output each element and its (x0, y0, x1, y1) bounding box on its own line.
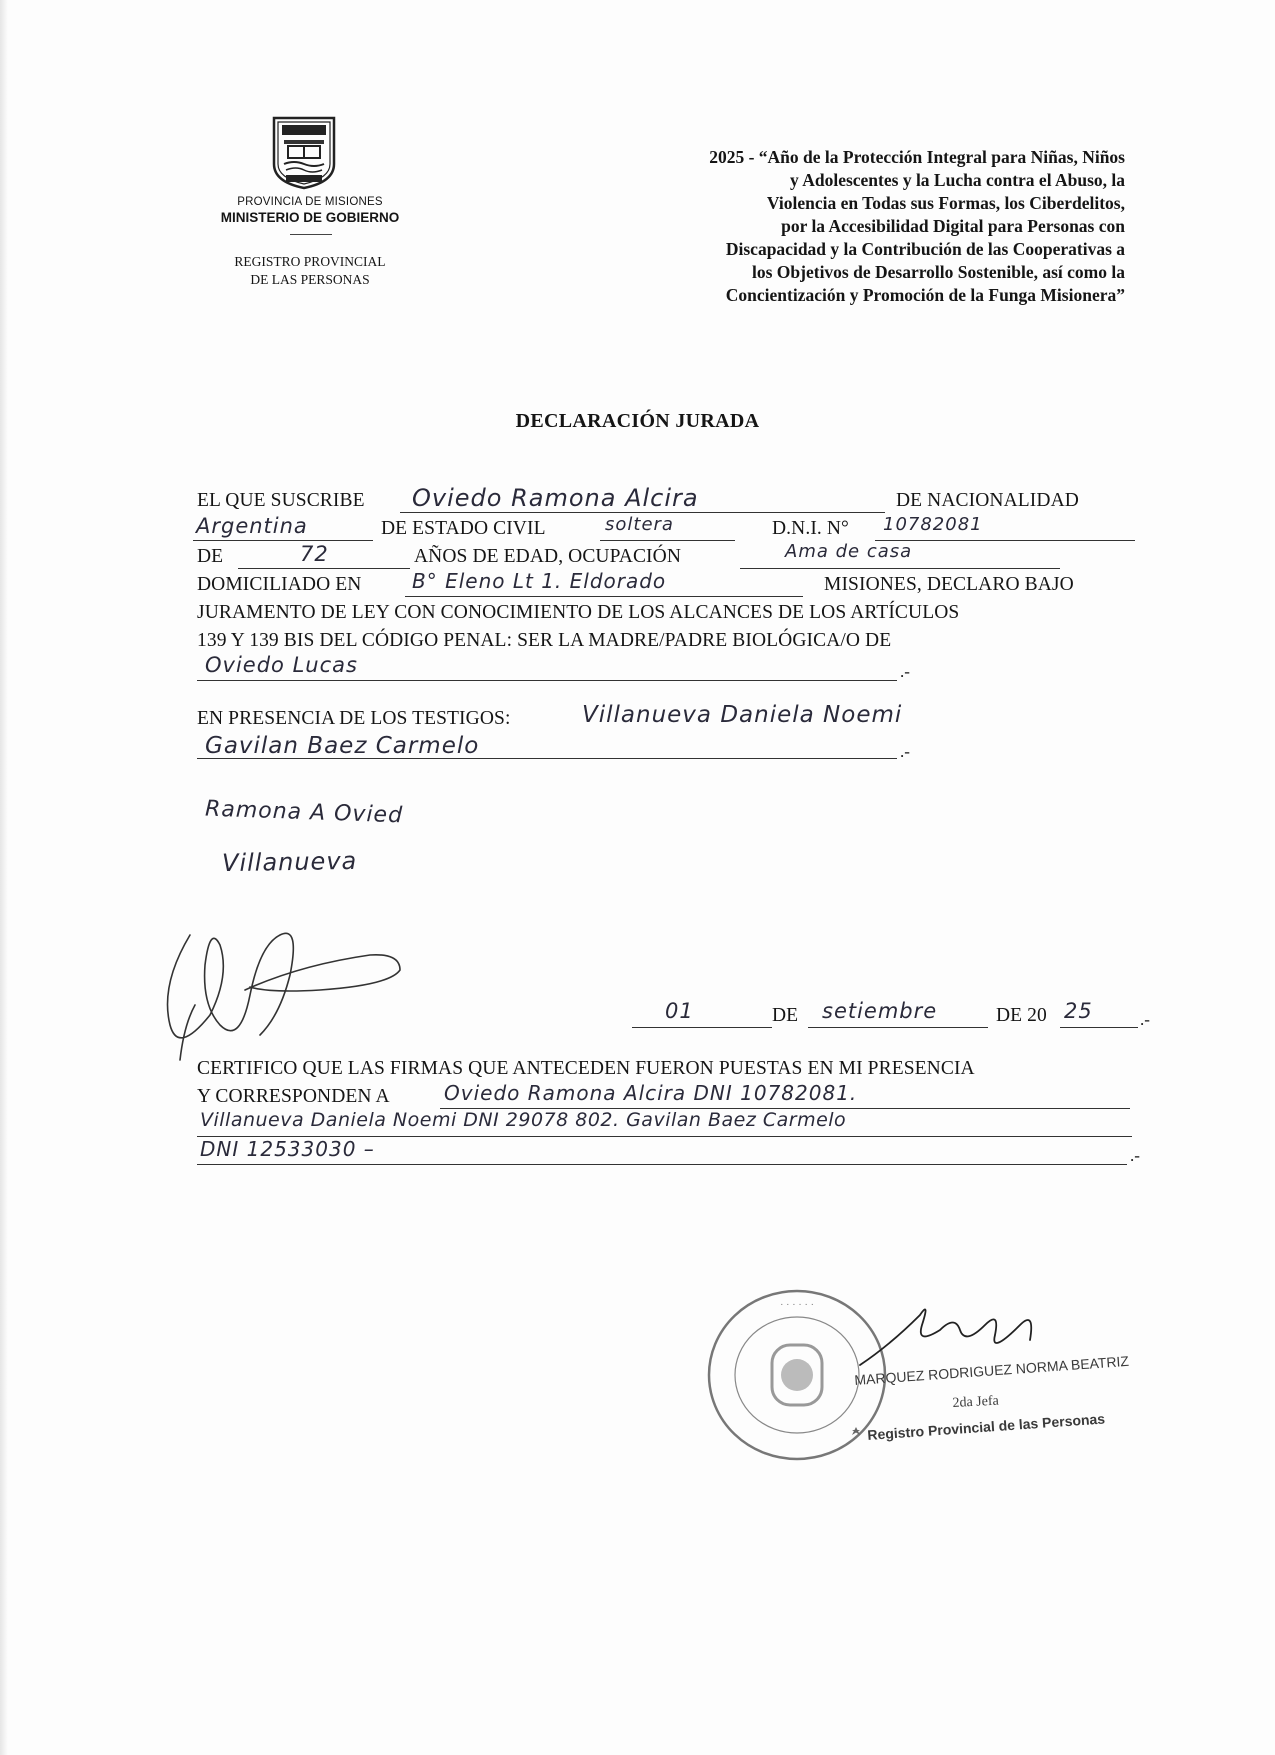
label-certifico: CERTIFICO QUE LAS FIRMAS QUE ANTECEDEN FUERON PUESTAS EN MI PRESENCIA (197, 1058, 975, 1079)
label-dni: D.N.I. N° (772, 518, 849, 539)
year-motto-line: Discapacidad y la Contribución de las Cooperativas a (725, 239, 1125, 259)
official-name: MARQUEZ RODRIGUEZ NORMA BEATRIZ (853, 1352, 1130, 1388)
field-witness1: Villanueva Daniela Noemi (582, 702, 903, 728)
field-civil-status: soltera (605, 514, 674, 535)
scan-edge (0, 0, 8, 1755)
field-witness2: Gavilan Baez Carmelo (205, 733, 480, 759)
registry-line-1: REGISTRO PROVINCIAL (234, 254, 386, 269)
field-month: setiembre (822, 999, 938, 1023)
label-nacionalidad: DE NACIONALIDAD (896, 490, 1079, 511)
field-nationality: Argentina (196, 514, 308, 538)
ministry-label: MINISTERIO DE GOBIERNO (220, 210, 400, 225)
line-end-dash: .- (900, 742, 910, 761)
year-motto-line: Violencia en Todas sus Formas, los Ciberdelitos, (766, 193, 1125, 213)
field-name: Oviedo Ramona Alcira (412, 484, 699, 512)
year-motto-line: 2025 - “Año de la Protección Integral para Niñas, Niños (709, 147, 1125, 167)
header-divider (290, 234, 332, 235)
year-motto (540, 146, 1125, 307)
signature-witness-text: Villanueva (221, 846, 358, 878)
line-end-dash: .- (1140, 1010, 1150, 1029)
label-date-de: DE (772, 1005, 799, 1026)
field-cert1: Oviedo Ramona Alcira DNI 10782081. (444, 1081, 858, 1105)
line-end-dash: .- (900, 662, 910, 681)
field-address: B° Eleno Lt 1. Eldorado (412, 569, 667, 593)
field-cert3: DNI 12533030 – (200, 1137, 375, 1161)
label-de: DE (197, 546, 224, 567)
field-dni: 10782081 (883, 514, 983, 535)
field-child: Oviedo Lucas (205, 653, 358, 677)
year-motto-line: los Objetivos de Desarrollo Sostenible, así como la (752, 262, 1125, 282)
province-crest-icon (266, 112, 342, 190)
field-occupation: Ama de casa (785, 541, 913, 562)
field-age: 72 (300, 542, 329, 566)
signature-scribble-icon (150, 895, 430, 1065)
svg-text:· · · · · ·: · · · · · · (780, 1299, 814, 1310)
label-edad-ocupacion: AÑOS DE EDAD, OCUPACIÓN (414, 546, 682, 567)
field-year: 25 (1064, 999, 1093, 1023)
signature-declarant-text: Ramona A Ovied (204, 796, 404, 829)
field-day: 01 (665, 999, 694, 1023)
registry-label (230, 253, 390, 289)
label-corresponden: Y CORRESPONDEN A (197, 1086, 390, 1107)
province-label: PROVINCIA DE MISIONES (237, 196, 383, 208)
label-date-de-year: DE 20 (996, 1005, 1047, 1026)
label-estado-civil: DE ESTADO CIVIL (381, 518, 546, 539)
registry-line-2: DE LAS PERSONAS (250, 272, 370, 287)
label-testigos: EN PRESENCIA DE LOS TESTIGOS: (197, 708, 511, 729)
year-motto-line: por la Accesibilidad Digital para Personas con (781, 216, 1125, 236)
label-suscribe: EL QUE SUSCRIBE (197, 490, 365, 511)
label-misiones-declaro: MISIONES, DECLARO BAJO (824, 574, 1074, 595)
label-domicilio: DOMICILIADO EN (197, 574, 362, 595)
year-motto-line: Concientización y Promoción de la Funga Misionera” (725, 285, 1125, 305)
line-end-dash: .- (1130, 1146, 1140, 1165)
document-title: DECLARACIÓN JURADA (515, 410, 760, 432)
label-articulos: 139 Y 139 BIS DEL CÓDIGO PENAL: SER LA MADRE/PADRE BIOLÓGICA/O DE (197, 630, 892, 651)
label-juramento: JURAMENTO DE LEY CON CONOCIMIENTO DE LOS ALCANCES DE LOS ARTÍCULOS (197, 602, 960, 623)
field-cert2: Villanueva Daniela Noemi DNI 29078 802. Gavilan Baez Carmelo (200, 1109, 847, 1131)
field-day-line (632, 1005, 772, 1028)
official-role: 2da Jefa (952, 1393, 1000, 1412)
official-office: Registro Provincial de las Personas (866, 1410, 1106, 1443)
year-motto-line: y Adolescentes y la Lucha contra el Abuso, la (790, 170, 1125, 190)
